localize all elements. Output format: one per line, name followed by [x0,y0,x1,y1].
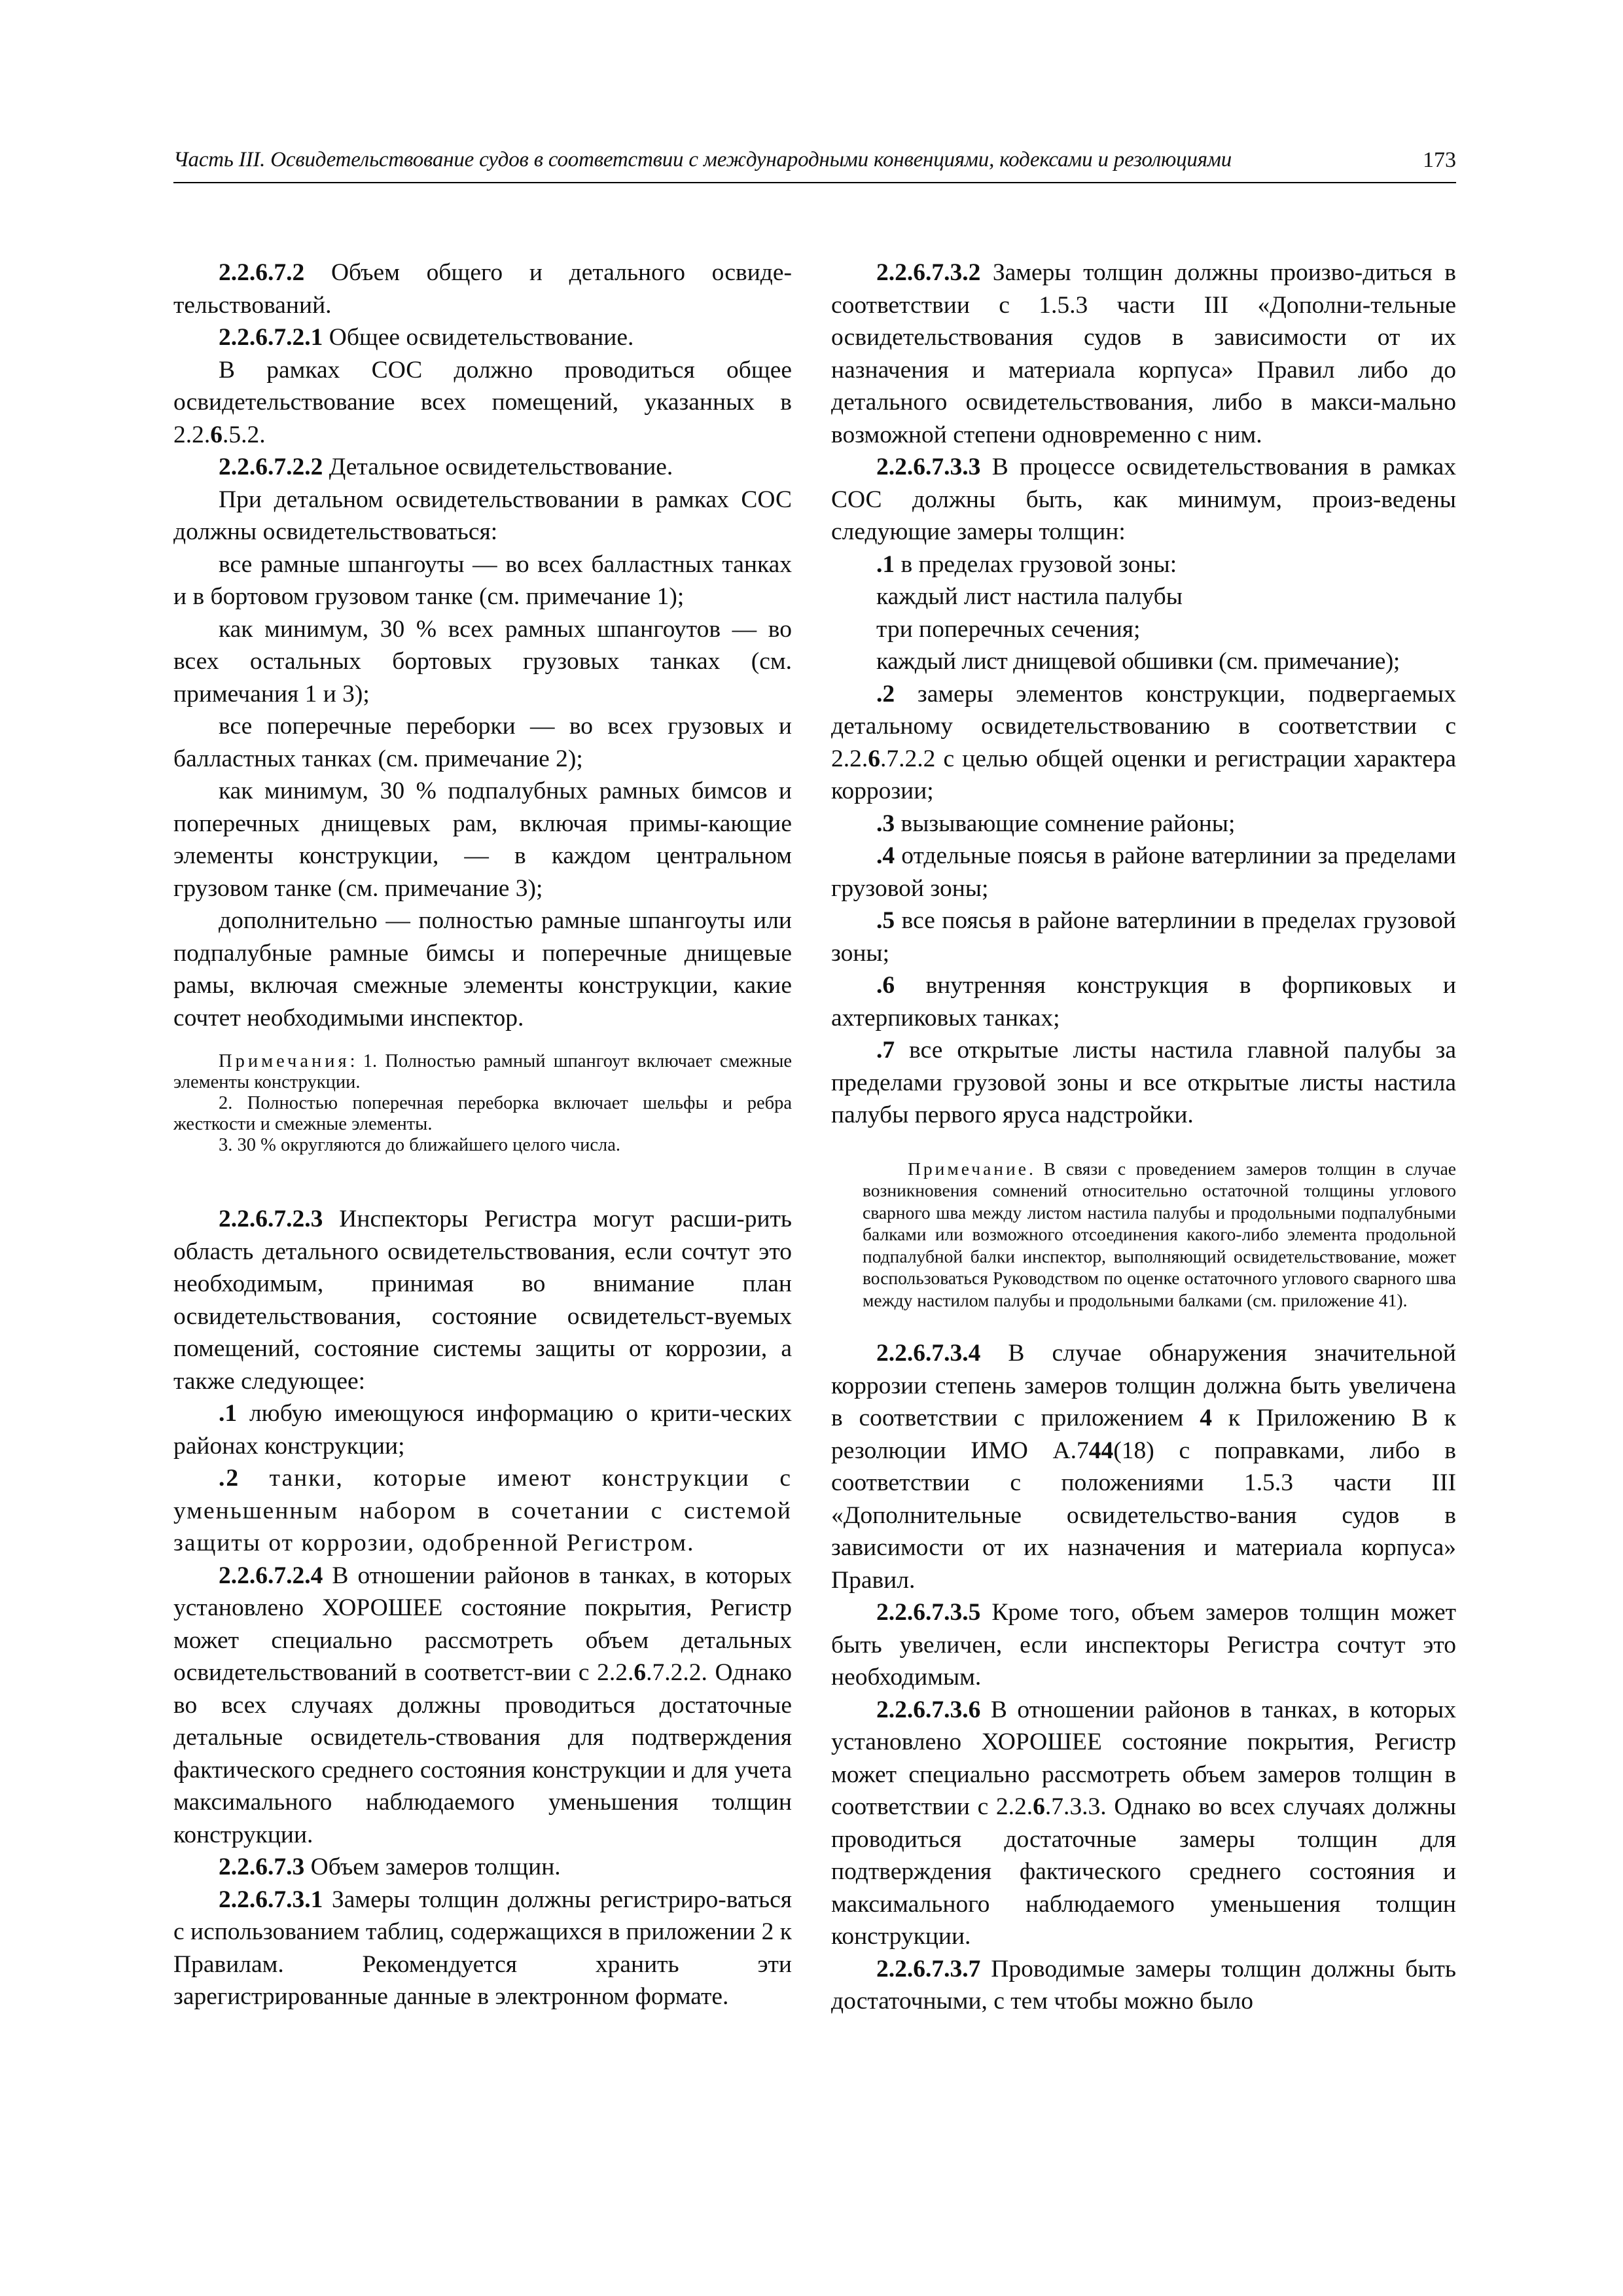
paragraph: все поперечные переборки — во всех грузовых и балластных танках (см. примечание 2); [173,713,792,772]
item-number: .7 [876,1037,895,1064]
paragraph [831,548,1456,581]
clause-text: замеры элементов конструкции, подвергаемых детальному освидетельствованию в соответствии с 2.2. [831,680,1456,772]
running-title: Часть III. Освидетельствование судов в соответствии с международными конвенциями, кодексами и резолюциями [173,148,1232,171]
clause-text: Детальное освидетельствование. [323,454,673,480]
notes-label: Примечания [219,1051,350,1071]
clause-number: 2.2.6.7.2.3 [219,1206,323,1232]
item-number: .3 [876,810,895,837]
paragraph [831,840,1456,905]
clause-text: Объем замеров толщин. [304,1854,561,1880]
paragraph [831,1337,1456,1596]
paragraph [831,1694,1456,1953]
page-number: 173 [1423,148,1456,172]
clause-text: танки, которые имеют конструкции с уменьшенным набором в сочетании с системой защиты от коррозии, одобренной Регистром. [173,1465,792,1556]
paragraph [831,905,1456,969]
paragraph [831,1953,1456,2018]
clause-text: (18) с поправками, либо в соответствии с положениями 1.5.3 части III «Дополнительные освидетельство-вания судов в зависимости от их назначения и материала корпуса» Правил. [831,1437,1456,1594]
clause-text: В рамках СОС должно проводиться общее освидетельствование всех помещений, указанных в 2.2. [173,356,792,448]
paragraph: все рамные шпангоуты — во всех балластных танках и в бортовом грузовом танке (см. примечание 1); [173,550,792,610]
clause-number: 2.2.6.7.3.7 [876,1955,981,1982]
clause-text: отдельные поясья в районе ватерлинии за пределами грузовой зоны; [831,842,1456,902]
paragraph [831,808,1456,840]
spacer [173,1156,792,1203]
bold-digit: 6 [1033,1793,1045,1820]
clause-number: 2.2.6.7.3 [219,1854,305,1880]
paragraph: дополнительно — полностью рамные шпангоуты или подпалубные рамные бимсы и поперечные днищевые рамы, включая смежные элементы конструкции, какие сочтет необходимыми инспектор. [173,907,792,1031]
paragraph [173,1203,792,1397]
bold-digit: 6 [210,421,223,448]
paragraph [173,257,792,321]
paragraph [831,678,1456,808]
paragraph [173,1851,792,1884]
item-number: .2 [219,1465,240,1492]
bold-digit: 6 [633,1659,647,1686]
clause-text: Инспекторы Регистра могут расши-рить область детального освидетельствования, если сочтут это необходимым, принимая во внимание план освидетельствования, состояние освидетельст-вуемых помещений, состояние системы защиты от коррозии, а также следующее: [173,1206,792,1395]
clause-text: Замеры толщин должны произво-диться в соответствии с 1.5.3 части III «Дополни-тельные освидетельствования судов в зависимости от их назначения и материала корпуса» Правил либо до детального освидетельствования, либо в макси-мально возможной степени одновременно с ним. [831,259,1456,448]
clause-text: любую имеющуюся информацию о крити-ческих районах конструкции; [173,1400,792,1460]
paragraph: как минимум, 30 % всех рамных шпангоутов — во всех остальных бортовых грузовых танках (см. примечания 1 и 3); [173,615,792,708]
item-number: .2 [876,680,895,708]
paragraph [831,257,1456,451]
left-column [173,257,792,2013]
clause-text: в пределах грузовой зоны: [895,550,1177,578]
paragraph [173,354,792,452]
right-column [831,257,1456,2018]
paragraph [173,1462,792,1560]
note-item: 3. 30 % округляются до ближайшего целого числа. [219,1135,621,1155]
clause-text: к Приложению В к резолюции ИМО А.7 [831,1405,1457,1464]
clause-text: внутренняя конструкция в форпиковых и ахтерпиковых танках; [831,972,1456,1031]
paragraph: как минимум, 30 % подпалубных рамных бимсов и поперечных днищевых рам, включая примы-кающие элементы конструкции, — в каждом центральном грузовом танке (см. примечание 3); [173,778,792,902]
paragraph: три поперечных сечения; [876,615,1141,643]
paragraph: При детальном освидетельствовании в рамках СОС должны освидетельствоваться: [173,486,792,545]
clause-number: 2.2.6.7.3.6 [876,1696,981,1723]
clause-number: 2.2.6.7.2.4 [219,1562,323,1589]
note-text: : 1. Полностью рамный шпангоут включает смежные элементы конструкции. [173,1051,792,1092]
note-block [863,1158,1456,1312]
clause-text: вызывающие сомнение районы; [895,810,1236,837]
paragraph [831,969,1456,1034]
paragraph [173,1560,792,1852]
clause-text: В отношении районов в танках, в которых установлено ХОРОШЕЕ состояние покрытия, Регистр может специально рассмотреть объем детальных освидетельствований в соответст-вии с 2.2. [173,1562,792,1686]
clause-text: Замеры толщин должны регистриро-ваться с использованием таблиц, содержащихся в приложении 2 к Правилам. Рекомендуется хранить эти зарегистрированные данные в электронном формате. [173,1886,792,2010]
clause-text: все открытые листы настила главной палубы за пределами грузовой зоны и все открытые листы настила палубы первого яруса надстройки. [831,1037,1456,1128]
item-number: .1 [219,1400,238,1427]
bold-digit: 6 [868,745,880,772]
clause-number: 2.2.6.7.3.2 [876,259,981,286]
clause-text: Проводимые замеры толщин должны быть достаточными, с тем чтобы можно было [831,1955,1456,2015]
paragraph [173,321,792,354]
note-item [173,1051,792,1093]
notes-block [173,1051,792,1156]
note-item [863,1158,1456,1312]
paragraph [173,1397,792,1462]
clause-text: Кроме того, объем замеров толщин может быть увеличен, если инспекторы Регистра сочтут это необходимым. [831,1599,1456,1691]
clause-text: все поясья в районе ватерлинии в пределах грузовой зоны; [831,907,1456,967]
clause-text: .7.2.2. Однако во всех случаях должны проводиться достаточные детальные освидетель-ствования для подтверждения фактического среднего состояния конструкции и для учета максимального наблюдаемого уменьшения толщин конструкции. [173,1659,792,1848]
paragraph [831,1034,1456,1132]
item-number: .5 [876,907,895,934]
clause-number: 2.2.6.7.3.5 [876,1599,981,1626]
paragraph [831,1596,1456,1694]
item-number: .6 [876,972,895,999]
item-number: .1 [876,550,895,578]
paragraph [831,451,1456,548]
clause-text: В случае обнаружения значительной коррозии степень замеров толщин должна быть увеличена в соответствии с приложением [831,1340,1456,1431]
clause-number: 2.2.6.7.3.3 [876,454,981,480]
clause-text: В отношении районов в танках, в которых установлено ХОРОШЕЕ состояние покрытия, Регистр может специально рассмотреть объем замеров толщин в соответствии с 2.2. [831,1696,1456,1820]
paragraph [173,1884,792,2013]
note-label: Примечание [908,1158,1029,1179]
page-header [173,143,1456,183]
bold-digit: 4 [1200,1405,1212,1431]
clause-text: .7.2.2 с целью общей оценки и регистрации характера коррозии; [831,745,1456,804]
item-number: .4 [876,842,895,869]
clause-number: 2.2.6.7.3.4 [876,1340,981,1367]
clause-number: 2.2.6.7.2.1 [219,324,323,351]
clause-number: 2.2.6.7.2.2 [219,454,323,480]
clause-number: 2.2.6.7.3.1 [219,1886,323,1913]
paragraph [173,451,792,484]
paragraph: каждый лист настила палубы [876,583,1183,610]
note-text: . В связи с проведением замеров толщин в случае возникновения сомнений относительно остаточной толщины углового сварного шва между листом настила палубы и продольными подпалубными балками или возможного отсоединения какого-либо элемента продольной подпалубной балки инспектор, выполняющий освидетельствование, может воспользоваться Руководством по оценке остаточного углового сварного шва между настилом палубы и продольными балками (см. приложение 41). [863,1158,1456,1310]
paragraph: каждый лист днищевой обшивки (см. примечание); [876,648,1400,675]
clause-text: В процессе освидетельствования в рамках СОС должны быть, как минимум, произ-ведены следующие замеры толщин: [831,454,1456,545]
clause-text: .7.3.3. Однако во всех случаях должны проводиться достаточные замеры толщин для подтверждения фактического среднего состояния и максимального наблюдаемого уменьшения толщин конструкции. [831,1793,1456,1950]
bold-digit: 44 [1088,1437,1114,1464]
clause-text: Общее освидетельствование. [323,324,634,351]
clause-text: .5.2. [223,421,266,448]
clause-number: 2.2.6.7.2 [219,259,305,286]
clause-text: Объем общего и детального освиде-тельствований. [173,259,792,319]
note-item: 2. Полностью поперечная переборка включает шельфы и ребра жесткости и смежные элементы. [173,1093,792,1134]
